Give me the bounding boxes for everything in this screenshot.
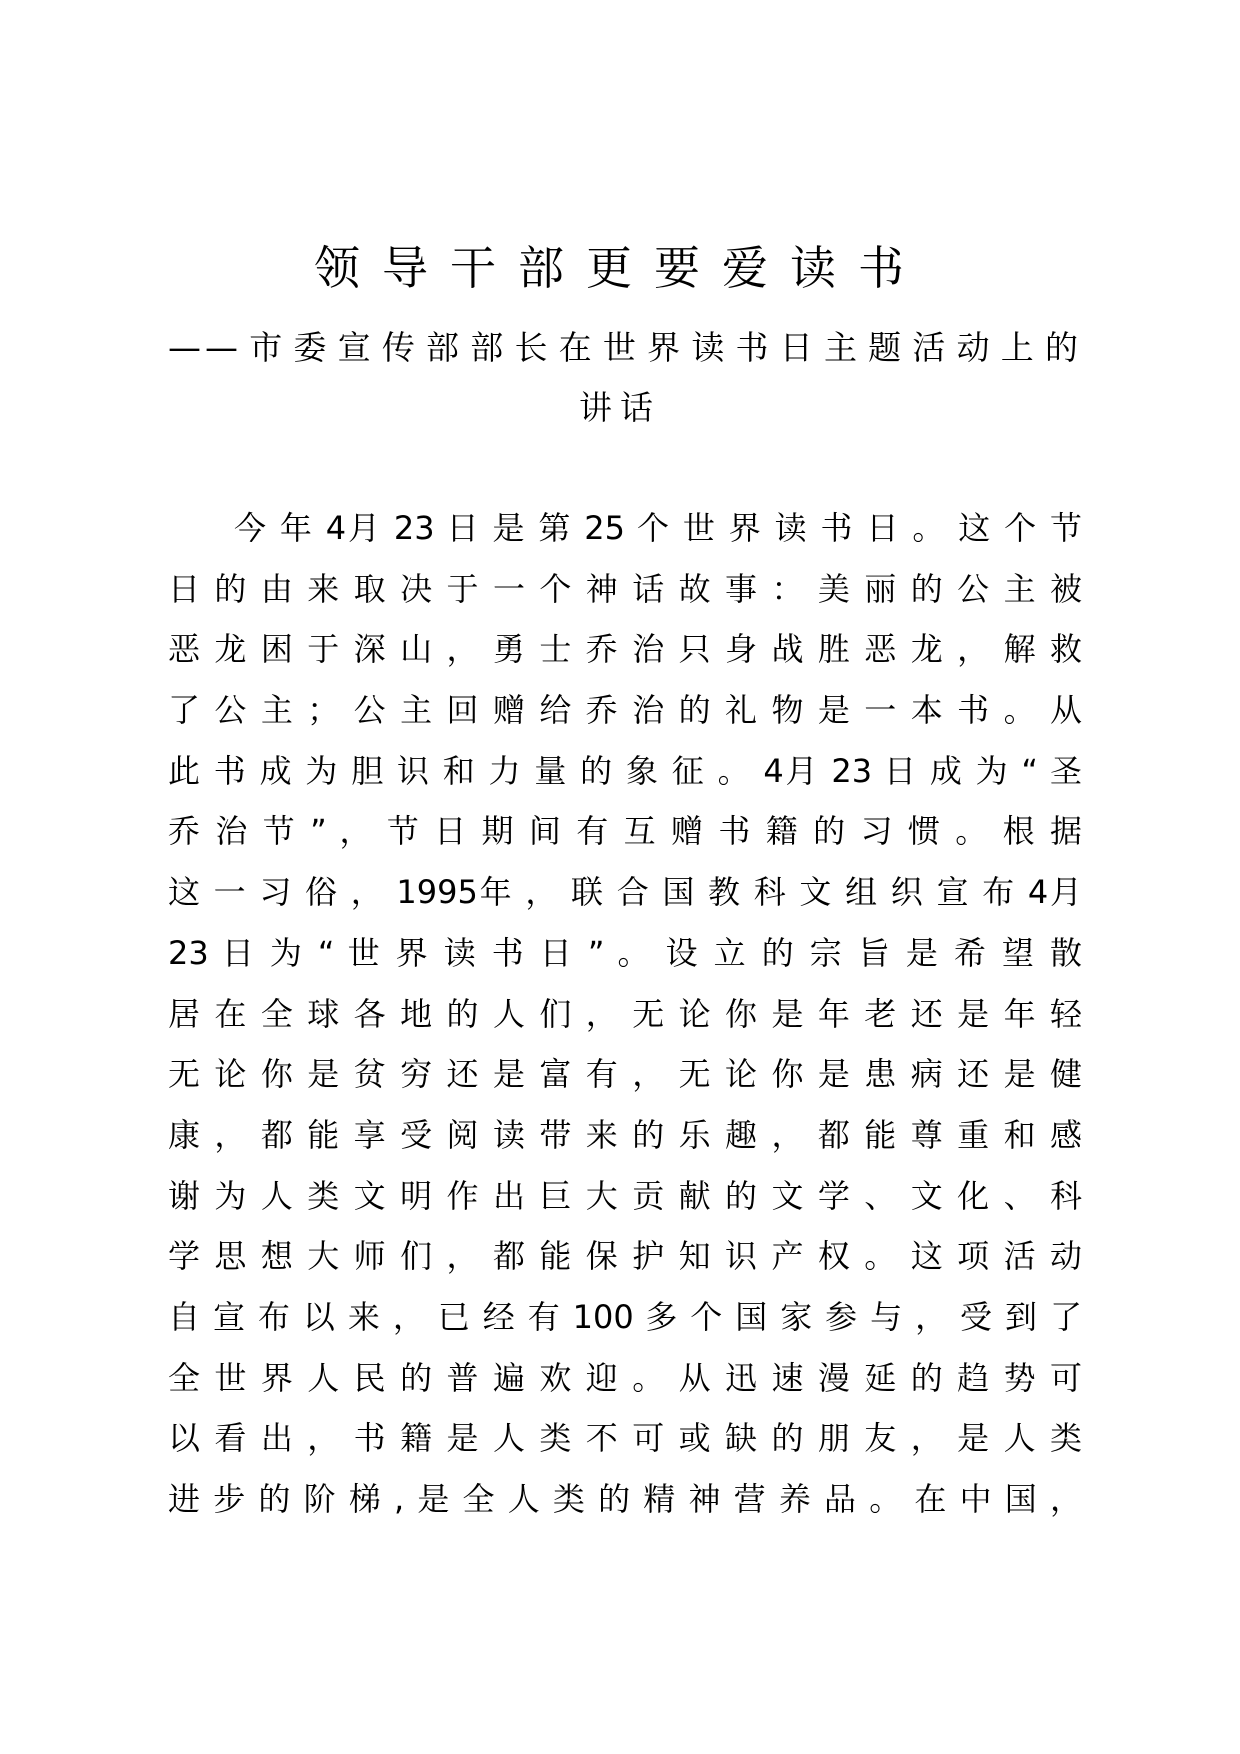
- body-line: 自 宣 布 以 来 ， 已 经 有 100 多 个 国 家 参 与 ， 受 到 了: [168, 1297, 1082, 1336]
- document-subtitle-line1: ——市委宣传部部长在世界读书日主题活动上的: [168, 328, 1082, 367]
- body-line: 居在全球各地的人们，无论你是年老还是年轻: [168, 994, 1082, 1033]
- document-subtitle-line2: 讲话: [579, 388, 661, 427]
- body-line: 康，都能享受阅读带来的乐趣，都能尊重和感: [168, 1115, 1082, 1154]
- body-line: 23 日 为 “ 世 界 读 书 日 ” 。 设 立 的 宗 旨 是 希 望 散: [168, 933, 1082, 972]
- body-line: 恶龙困于深山，勇士乔治只身战胜恶龙，解救: [168, 630, 1082, 669]
- body-line: 日的由来取决于一个神话故事：美丽的公主被: [168, 569, 1082, 608]
- body-line: 学思想大师们，都能保护知识产权。这项活动: [168, 1237, 1082, 1276]
- body-paragraph: [168, 498, 1082, 1530]
- body-line: 全世界人民的普遍欢迎。从迅速漫延的趋势可: [168, 1358, 1082, 1397]
- body-line: 乔 治 节 ” ， 节 日 期 间 有 互 赠 书 籍 的 习 惯 。 根 据: [168, 812, 1082, 851]
- body-line: 这 一 习 俗 ， 1995年 ， 联 合 国 教 科 文 组 织 宣 布 4月: [168, 873, 1082, 912]
- body-line: 了公主；公主回赠给乔治的礼物是一本书。从: [168, 691, 1082, 730]
- body-line: 以看出，书籍是人类不可或缺的朋友，是人类: [168, 1419, 1082, 1458]
- document-title: 领导干部更要爱读书: [314, 241, 926, 295]
- body-line: 此 书 成 为 胆 识 和 力 量 的 象 征 。 4月 23 日 成 为 “ 圣: [168, 751, 1082, 790]
- body-line: 无论你是贫穷还是富有，无论你是患病还是健: [168, 1055, 1082, 1094]
- body-line: 进步的阶梯,是全人类的精神营养品。在中国，: [168, 1480, 1082, 1518]
- body-line: 谢为人类文明作出巨大贡献的文学、文化、科: [168, 1176, 1082, 1215]
- body-line: 今 年 4月 23 日 是 第 25 个 世 界 读 书 日 。 这 个 节: [234, 509, 1082, 547]
